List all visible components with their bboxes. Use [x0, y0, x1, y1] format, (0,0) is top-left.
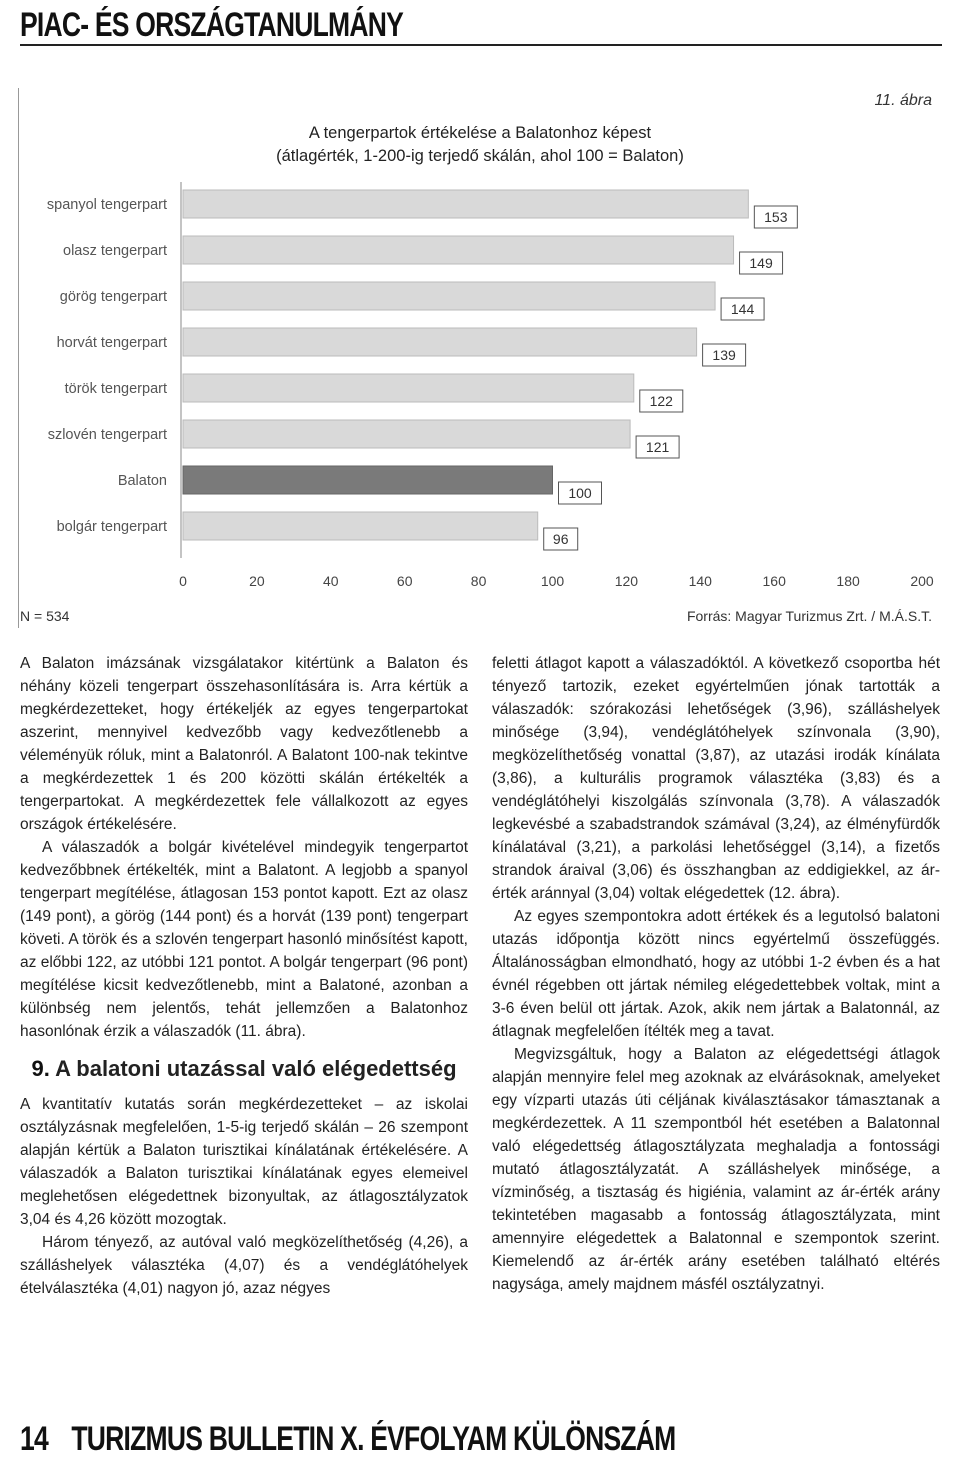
paragraph: feletti átlagot kapott a válaszadóktól. A következő csoportba hét tényező tartozik, ezeket egyértelműen jónak tartották a válaszadók: szórakozási lehetőségek (3,96), szálláshelyek minősége (3,94), vendéglátóhelyek színvonala (3,90), megközelíthetőség vonattal (3,87), az utazási irodák kínálata (3,86), a kulturális programok választéka (3,83) és a vendéglátóhelyi kiszolgálás színvonala (3,78). A válaszadók legkevésbé a szabadstrandok számával (3,24), az élményfürdők kínálatával (3,21), a parkolási lehetőséggel (3,14), a fizetős strandok áraival (3,06) és összhangban az eddigiekkel, az ár-érték aránnyal (3,04) voltak elégedettek (12. ábra).	[492, 655, 940, 902]
section-heading	[20, 1055, 468, 1083]
sample-size: N = 534	[20, 608, 70, 624]
category-label: török tengerpart	[64, 381, 167, 397]
category-label: szlovén tengerpart	[47, 427, 167, 443]
paragraph: A válaszadók a bolgár kivételével mindegyik tengerpartot kedvezőbbnek értékelték, mint a Balatont. A legjobb a spanyol tengerpart megítélése, átlagosan 153 pontot kapott. Ezt az olasz (149 pont), a görög (144 pont) és a horvát (139 pont) tengerpart követi. A török és a szlovén tengerpart hasonló minősítést kapott, az előbbi 122, az utóbbi 121 pontot. A bolgár tengerpart (96 pont) megítélése kicsit kedvezőtlenebb, mint a Balatoné, azonban a különbség nem jelentős, tehát jellemzően a Balatonhoz hasonlónak érzik a válaszadók (11. ábra).	[20, 839, 468, 1040]
section-number: 9.	[31, 1056, 50, 1081]
data-label: 144	[730, 301, 755, 317]
figure-number: 11. ábra	[874, 92, 932, 109]
bar	[183, 374, 634, 402]
chart-title	[180, 122, 780, 168]
category-label: spanyol tengerpart	[46, 197, 167, 213]
data-label: 121	[645, 439, 670, 455]
x-tick-label: 200	[910, 573, 934, 589]
page-number: 14	[20, 1420, 48, 1458]
chart-source: Forrás: Magyar Turizmus Zrt. / M.Á.S.T.	[686, 608, 932, 624]
bar	[183, 236, 734, 264]
data-label: 153	[764, 209, 788, 225]
paragraph: Három tényező, az autóval való megközelíthetőség (4,26), a szálláshelyek választéka (4,07) és a vendéglátóhelyek ételválasztéka (4,01) nagyon jó, azaz négyes	[20, 1234, 468, 1297]
bar	[183, 420, 630, 448]
data-label: 100	[568, 485, 592, 501]
publication-title: TURIZMUS BULLETIN X. ÉVFOLYAM KÜLÖNSZÁM	[71, 1420, 676, 1458]
bar	[183, 282, 715, 310]
data-label: 149	[749, 255, 773, 271]
x-tick-label: 160	[762, 573, 786, 589]
section-title: A balatoni utazással való elégedettség	[55, 1056, 457, 1081]
data-label: 122	[649, 393, 673, 409]
x-tick-label: 180	[836, 573, 860, 589]
bar	[183, 328, 697, 356]
category-label: horvát tengerpart	[56, 335, 167, 351]
footer	[20, 1420, 675, 1459]
paragraph: A kvantitatív kutatás során megkérdezetteket – az iskolai osztályzásnak megfelelően, 1-5-ig terjedő skálán – 26 szempont alapján kértük a Balaton turisztikai kínálatának értékelésére. A válaszadók a Balaton turisztikai kínálatának egyes elemeivel meglehetősen elégedettnek bizonyultak, az átlagosztályzatok 3,04 és 4,26 között mozogtak.	[20, 1096, 468, 1228]
category-label: bolgár tengerpart	[56, 519, 167, 535]
data-label: 139	[712, 347, 736, 363]
left-column	[20, 652, 468, 1300]
bar	[183, 512, 538, 540]
x-tick-label: 80	[470, 573, 487, 589]
header-rule	[20, 44, 942, 46]
x-tick-label: 120	[614, 573, 639, 589]
category-label: olasz tengerpart	[63, 243, 167, 259]
category-label: Balaton	[117, 473, 167, 489]
bar	[183, 190, 748, 218]
x-tick-label: 140	[688, 573, 712, 589]
x-tick-label: 20	[249, 573, 265, 589]
right-column	[492, 652, 940, 1296]
bar-chart	[0, 180, 960, 600]
x-tick-label: 60	[396, 573, 413, 589]
category-label: görög tengerpart	[59, 289, 167, 305]
paragraph: Az egyes szempontokra adott értékek és a legutolsó balatoni utazás időpontja között nincs egyértelmű összefüggés. Általánosságban elmondható, hogy az utóbbi 1-2 évben és a hat évnél régebben ott jártak némileg elégedettebbek voltak, mint a 3-6 éven belül ott jártak. Azok, akik nem jártak a Balatonnál, az átlagnak megfelelően ítélték meg a tavat.	[492, 908, 940, 1040]
x-tick-label: 100	[540, 573, 565, 589]
paragraph: Megvizsgáltuk, hogy a Balaton az elégedettségi átlagok alapján mennyire felel meg azoknak az elvárásoknak, amelyeket egy vízparti utazás úti céljának kiválasztásakor támasztanak a megkérdezettek. A 11 szempontból hét esetében a Balatonnal való elégedettség átlagosztályzata meghaladja a fontossági mutató átlagosztályzatát. A szálláshelyek minősége, a vízminőség, a tisztaság és higiénia, valamint az ár-érték arány tekintetében magasabb a fontosság átlagosztályzata, mint amennyire elégedettek a Balatonnal e szempontok szerint. Kiemelendő az ár-érték arány esetében található eltérés nagysága, amely majdnem másfél osztályzatnyi.	[492, 1046, 940, 1293]
x-tick-label: 0	[179, 573, 187, 589]
bar-highlight	[183, 466, 553, 494]
x-tick-label: 40	[323, 573, 339, 589]
chart-title-line1: A tengerpartok értékelése a Balatonhoz képest	[308, 124, 652, 142]
data-label: 96	[552, 531, 569, 547]
paragraph: A Balaton imázsának vizsgálatakor kitértünk a Balaton és néhány közeli tengerpart összehasonlítására is. Arra kértük a megkérdezetteket, hogy értékeljék az egyes tengerpartokat aszerint, mennyivel kedvezőbb vagy kedvezőtlenebb a véleményük róluk, mint a Balatonról. A Balatont 100-nak tekintve a megkérdezettek 1 és 200 közötti skálán értékelték a tengerpartokat. A megkérdezettek fele vállalkozott az egyes országok értékelésére.	[20, 655, 468, 833]
header-title: PIAC- ÉS ORSZÁGTANULMÁNY	[20, 6, 404, 44]
chart-title-line2: (átlagérték, 1-200-ig terjedő skálán, ahol 100 = Balaton)	[276, 147, 684, 165]
